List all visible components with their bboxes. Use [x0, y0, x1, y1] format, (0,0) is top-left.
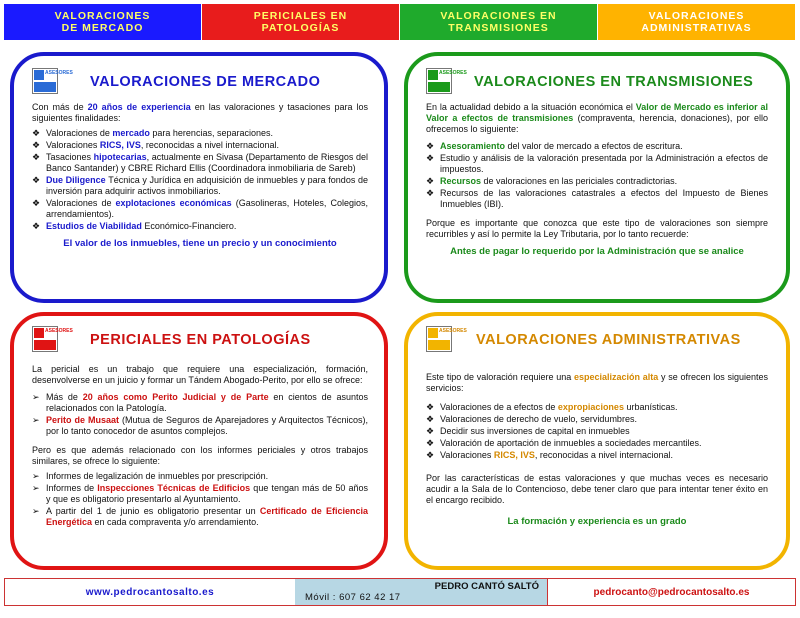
card-body [426, 372, 768, 527]
card-title: PERICIALES EN PATOLOGÍAS [90, 332, 311, 348]
list-item: ❖ Recursos de las valoraciones catastrales a efectos del Impuesto de Bienes Inmuebles (IBI). [426, 188, 768, 209]
card-title: VALORACIONES DE MERCADO [90, 74, 321, 90]
diamond-bullet-icon: ❖ [426, 426, 435, 436]
diamond-bullet-icon: ❖ [426, 176, 435, 186]
closing-text: Antes de pagar lo requerido por la Administración que se analice [450, 246, 744, 257]
diamond-bullet-icon: ❖ [426, 438, 435, 448]
service-list [32, 128, 368, 232]
diamond-bullet-icon: ❖ [32, 152, 41, 162]
website-link[interactable]: www.pedrocantosalto.es [85, 586, 215, 598]
diamond-bullet-icon: ❖ [426, 402, 435, 412]
intro-text: En la actualidad debido a la situación económica el Valor de Mercado es inferior al Valor a efectos de transmisiones (compraventa, herencia, donaciones), por ello ofrecemos lo siguiente: [426, 102, 769, 134]
paragraph-text: Porque es importante que conozca que este tipo de valoraciones son siempre recurribles y así lo permite la Ley Tributaria, por lo tanto recuerde: [426, 218, 768, 239]
list-item: ➢ Perito de Musaat (Mutua de Seguros de Aparejadores y Arquitectos Técnicos), por lo tanto conocedor de asuntos complejos. [32, 415, 368, 436]
service-list [426, 402, 768, 461]
arrow-bullet-icon: ➢ [32, 392, 40, 402]
paragraph-text: Por las características de estas valoraciones y que muchas veces es necesario acudir a la Sala de lo Contencioso, debe tener claro que para intentar tener éxito en el encargo recibido. [426, 473, 768, 505]
company-logo: ASESORES [32, 68, 58, 94]
card-valoraciones-administrativas [404, 312, 790, 570]
intro-text: Este tipo de valoración requiere una especialización alta y se ofrecen los siguientes servicios: [426, 372, 769, 393]
diamond-bullet-icon: ❖ [426, 153, 435, 163]
list-item: ❖ Valoraciones de a efectos de expropiaciones urbanísticas. [426, 402, 678, 412]
card-body [32, 102, 368, 249]
list-item: ❖ Valoración de aportación de inmuebles a sociedades mercantiles. [426, 438, 702, 448]
service-list [426, 141, 768, 210]
card-valoraciones-transmisiones [404, 52, 790, 303]
service-list [32, 471, 368, 528]
tab-valoraciones-mercado[interactable]: VALORACIONES DE MERCADO [4, 4, 202, 40]
list-item: ➢ Informes de Inspecciones Técnicas de Edificios que tengan más de 50 años y que es obligatorio presentarlo al Ayuntamiento. [32, 483, 368, 504]
tab-periciales-patologias[interactable]: PERICIALES EN PATOLOGÍAS [202, 4, 400, 40]
list-item: ❖ Due Diligence Técnica y Jurídica en adquisición de inmuebles y para fondos de inversión para adquirir activos inmobiliarios. [32, 175, 368, 196]
list-item: ❖ Estudio y análisis de la valoración presentada por la Administración a efectos de impuestos. [426, 153, 768, 174]
closing-text: El valor de los inmuebles, tiene un precio y un conocimiento [63, 238, 337, 249]
card-title: VALORACIONES EN TRANSMISIONES [474, 74, 754, 90]
diamond-bullet-icon: ❖ [32, 128, 41, 138]
arrow-bullet-icon: ➢ [32, 483, 40, 493]
contact-name: PEDRO CANTÓ SALTÓ [434, 581, 539, 592]
card-periciales-patologias [10, 312, 388, 570]
list-item: ❖ Valoraciones de derecho de vuelo, servidumbres. [426, 414, 637, 424]
card-valoraciones-mercado [10, 52, 388, 303]
list-item: ❖ Valoraciones RICS, IVS, reconocidas a nivel internacional. [426, 450, 673, 460]
list-item: ➢ Más de 20 años como Perito Judicial y de Parte en cientos de asuntos relacionados con la Patología. [32, 392, 368, 413]
company-logo: ASESORES [32, 326, 58, 352]
diamond-bullet-icon: ❖ [426, 450, 435, 460]
paragraph-text: Pero es que además relacionado con los informes periciales y otros trabajos similares, se ofrece lo siguiente: [32, 445, 368, 466]
tab-valoraciones-transmisiones[interactable]: VALORACIONES EN TRANSMISIONES [400, 4, 598, 40]
card-body [426, 102, 768, 257]
diamond-bullet-icon: ❖ [32, 221, 41, 231]
top-tab-bar [4, 4, 796, 40]
arrow-bullet-icon: ➢ [32, 471, 40, 481]
diamond-bullet-icon: ❖ [426, 141, 435, 151]
list-item: ❖ Valoraciones de mercado para herencias, separaciones. [32, 128, 273, 138]
list-item: ❖ Recursos de valoraciones en las periciales contradictorias. [426, 176, 678, 186]
list-item: ❖ Asesoramiento del valor de mercado a efectos de escritura. [426, 141, 683, 151]
diamond-bullet-icon: ❖ [32, 175, 41, 185]
contact-phone: Móvil : 607 62 42 17 [305, 592, 401, 603]
list-item: ❖ Valoraciones de explotaciones económicas (Gasolineras, Hoteles, Colegios, arrendamientos). [32, 198, 369, 219]
card-body [32, 364, 368, 532]
list-item: ❖ Tasaciones hipotecarias, actualmente en Sivasa (Departamento de Riesgos del Banco Santander) y CBRE Richard Ellis (Coordinadora inmobiliaria de Sareb) [32, 152, 369, 173]
list-item: ❖ Valoraciones RICS, IVS, reconocidas a nivel internacional. [32, 140, 279, 150]
list-item: ❖ Decidir sus inversiones de capital en inmuebles [426, 426, 630, 436]
arrow-bullet-icon: ➢ [32, 506, 40, 516]
service-list [32, 392, 368, 437]
list-item: ➢ Informes de legalización de inmuebles por prescripción. [32, 471, 269, 481]
intro-text: Con más de 20 años de experiencia en las valoraciones y tasaciones para los siguientes finalidades: [32, 102, 368, 123]
diamond-bullet-icon: ❖ [426, 188, 435, 198]
diamond-bullet-icon: ❖ [32, 198, 41, 208]
card-title: VALORACIONES ADMINISTRATIVAS [476, 332, 741, 348]
contact-block [295, 579, 547, 605]
company-logo: ASESORES [426, 326, 452, 352]
arrow-bullet-icon: ➢ [32, 415, 40, 425]
diamond-bullet-icon: ❖ [32, 140, 41, 150]
tab-valoraciones-administrativas[interactable]: VALORACIONES ADMINISTRATIVAS [598, 4, 796, 40]
diamond-bullet-icon: ❖ [426, 414, 435, 424]
list-item: ❖ Estudios de Viabilidad Económico-Financiero. [32, 221, 237, 231]
footer-bar [4, 578, 796, 606]
email-link[interactable]: pedrocanto@pedrocantosalto.es [547, 579, 795, 605]
closing-text: La formación y experiencia es un grado [507, 516, 687, 527]
intro-text: La pericial es un trabajo que requiere una especialización, formación, desenvolverse en un juicio y formar un Tándem Abogado-Perito, por ello se ofrece: [32, 364, 368, 385]
list-item: ➢ A partir del 1 de junio es obligatorio presentar un Certificado de Eficiencia Energética en cada compraventa y/o arrendamiento. [32, 506, 368, 527]
company-logo: ASESORES [426, 68, 452, 94]
